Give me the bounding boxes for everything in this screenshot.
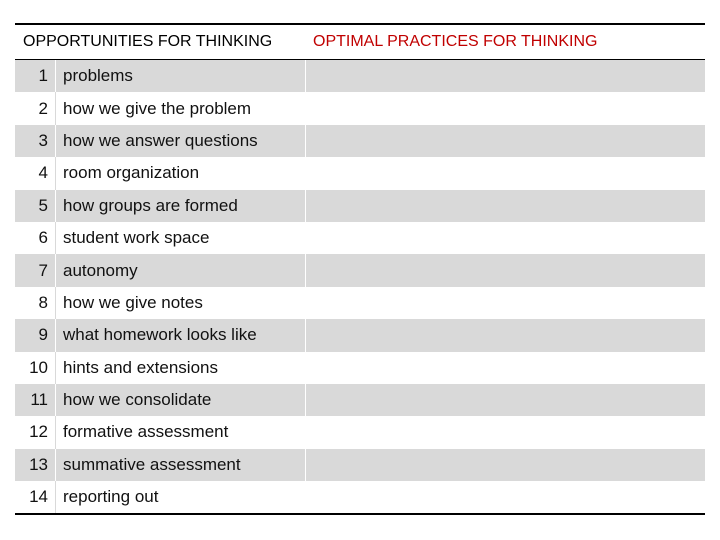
row-practice-cell bbox=[305, 449, 705, 481]
row-number: 6 bbox=[38, 228, 48, 248]
row-opportunity: autonomy bbox=[55, 254, 305, 286]
row-number: 7 bbox=[38, 260, 48, 280]
table-row bbox=[15, 222, 705, 254]
row-opportunity: formative assessment bbox=[55, 416, 305, 448]
table-row bbox=[15, 481, 705, 513]
row-number: 8 bbox=[38, 292, 48, 312]
row-number: 9 bbox=[38, 325, 48, 345]
row-practice-cell bbox=[305, 416, 705, 448]
table-row bbox=[15, 319, 705, 351]
row-practice-cell bbox=[305, 125, 705, 157]
row-opportunity: student work space bbox=[55, 222, 305, 254]
table-row bbox=[15, 416, 705, 448]
row-practice-cell bbox=[305, 287, 705, 319]
header-opportunities: OPPORTUNITIES FOR THINKING bbox=[23, 33, 273, 50]
row-opportunity: reporting out bbox=[55, 481, 305, 513]
row-opportunity: how we consolidate bbox=[55, 384, 305, 416]
table-row bbox=[15, 254, 705, 286]
table-row bbox=[15, 384, 705, 416]
table-row bbox=[15, 157, 705, 189]
row-number: 5 bbox=[38, 195, 48, 215]
row-opportunity: how groups are formed bbox=[55, 190, 305, 222]
table-row bbox=[15, 287, 705, 319]
row-number: 2 bbox=[38, 98, 48, 118]
table-row bbox=[15, 92, 705, 124]
row-opportunity: summative assessment bbox=[55, 449, 305, 481]
row-practice-cell bbox=[305, 384, 705, 416]
row-number: 13 bbox=[29, 454, 48, 474]
row-opportunity: problems bbox=[55, 60, 305, 92]
table-row bbox=[15, 190, 705, 222]
row-practice-cell bbox=[305, 319, 705, 351]
row-practice-cell bbox=[305, 92, 705, 124]
table-row bbox=[15, 449, 705, 481]
row-practice-cell bbox=[305, 481, 705, 513]
row-practice-cell bbox=[305, 222, 705, 254]
row-opportunity: how we give the problem bbox=[55, 92, 305, 124]
row-number: 3 bbox=[38, 130, 48, 150]
row-number: 14 bbox=[29, 487, 48, 507]
header-practices: OPTIMAL PRACTICES FOR THINKING bbox=[313, 33, 598, 50]
row-number: 1 bbox=[38, 66, 48, 86]
table-row bbox=[15, 352, 705, 384]
row-practice-cell bbox=[305, 190, 705, 222]
row-opportunity: how we answer questions bbox=[55, 125, 305, 157]
table-header bbox=[15, 25, 705, 60]
row-number: 11 bbox=[30, 390, 48, 410]
row-opportunity: hints and extensions bbox=[55, 352, 305, 384]
row-number: 12 bbox=[29, 422, 48, 442]
row-opportunity: how we give notes bbox=[55, 287, 305, 319]
row-practice-cell bbox=[305, 60, 705, 92]
row-number: 4 bbox=[38, 163, 48, 183]
row-number: 10 bbox=[29, 357, 48, 377]
row-practice-cell bbox=[305, 157, 705, 189]
row-practice-cell bbox=[305, 352, 705, 384]
table-row bbox=[15, 125, 705, 157]
row-practice-cell bbox=[305, 254, 705, 286]
table-row bbox=[15, 60, 705, 92]
table-body bbox=[15, 60, 705, 513]
row-opportunity: room organization bbox=[55, 157, 305, 189]
thinking-table bbox=[15, 23, 705, 515]
row-opportunity: what homework looks like bbox=[55, 319, 305, 351]
